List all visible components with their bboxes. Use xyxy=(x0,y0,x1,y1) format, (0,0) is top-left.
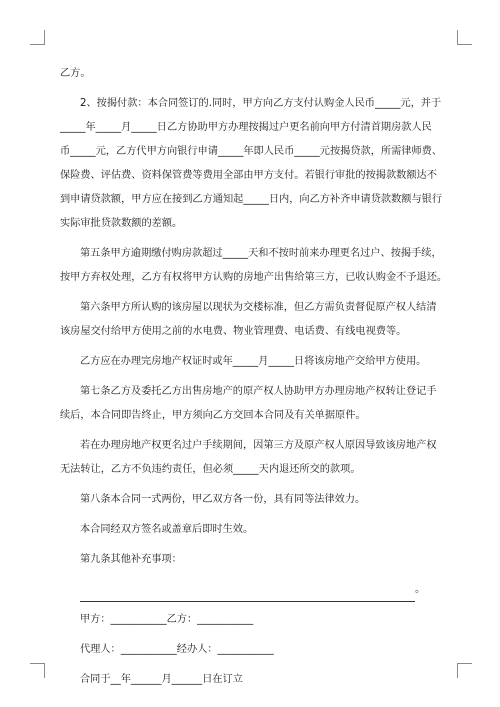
crop-mark-bottom-right xyxy=(457,663,472,678)
crop-mark-bottom-left xyxy=(30,663,45,678)
text-line: 第五条甲方逾期缴付购房款超过_____天和不按时前来办理更名过户、按揭手续， xyxy=(80,248,442,259)
text-line: 第九条其他补充事项： xyxy=(80,554,182,565)
text-line: 第八条本合同一式两份，甲乙双方各一份，具有同等法律效力。 xyxy=(80,494,366,505)
text-line: 乙方应在办理完房地产权证时或年_____月_____日将该房地产交给甲方使用。 xyxy=(80,356,427,367)
text-line: 2、按揭付款：本合同签订的.同时，甲方向乙方支付认购金人民币_____元，并于 xyxy=(80,98,442,109)
text-line: 续后，本合同即告终止，甲方须向乙方交回本合同及有关单据原件。 xyxy=(60,410,366,421)
signature-line: 甲方：___________乙方：___________ xyxy=(80,614,254,625)
crop-mark-top-right xyxy=(457,30,472,45)
text-line: 无法转让，乙方不负违约责任，但必须_____天内退还所交的款项。 xyxy=(60,464,361,475)
text-line: 。 xyxy=(415,584,426,595)
text-line: _____年_____月_____日乙方协助甲方办理按揭过户更名前向甲方付清首期房款人民 xyxy=(60,122,432,133)
text-line: 该房屋交付给甲方使用之前的水电费、物业管理费、电话费、有线电视费等。 xyxy=(60,326,407,337)
contract-text xyxy=(60,62,448,692)
crop-mark-top-left xyxy=(30,30,45,45)
text-line: 乙方。 xyxy=(60,68,91,79)
text-line: 按甲方弃权处理，乙方有权将甲方认购的房地产出售给第三方，已收认购金不予退还。 xyxy=(60,272,448,283)
fill-in-underline xyxy=(80,586,415,602)
text-line: 若在办理房地产权更名过户手续期间，因第三方及原产权人原因导致该房地产权 xyxy=(80,440,437,451)
text-line: 本合同经双方签名或盖章后即时生效。 xyxy=(80,524,254,535)
text-line: 第六条甲方所认购的该房屋以现状为交楼标准，但乙方需负责督促原产权人结清 xyxy=(80,302,437,313)
text-line: 实际审批贷款数额的差额。 xyxy=(60,218,183,229)
date-line: 合同于__年______月______日在订立 xyxy=(80,674,243,685)
agent-line: 代理人：___________经办人：___________ xyxy=(80,644,274,655)
text-line: 保险费、评估费、资料保管费等费用全部由甲方支付。若银行审批的按揭款数额达不 xyxy=(60,170,437,181)
supplement-blank-line xyxy=(60,578,440,602)
text-line: 到申请贷款额，甲方应在接到乙方通知起_____日内，向乙方补齐申请贷款数额与银行 xyxy=(60,194,443,205)
text-line: 币_____元，乙方代甲方向银行申请_____年即人民币_____元按揭贷款，所需律师费、 xyxy=(60,146,443,157)
text-line: 第七条乙方及委托乙方出售房地产的原产权人协助甲方办理房地产权转让登记手 xyxy=(80,386,437,397)
